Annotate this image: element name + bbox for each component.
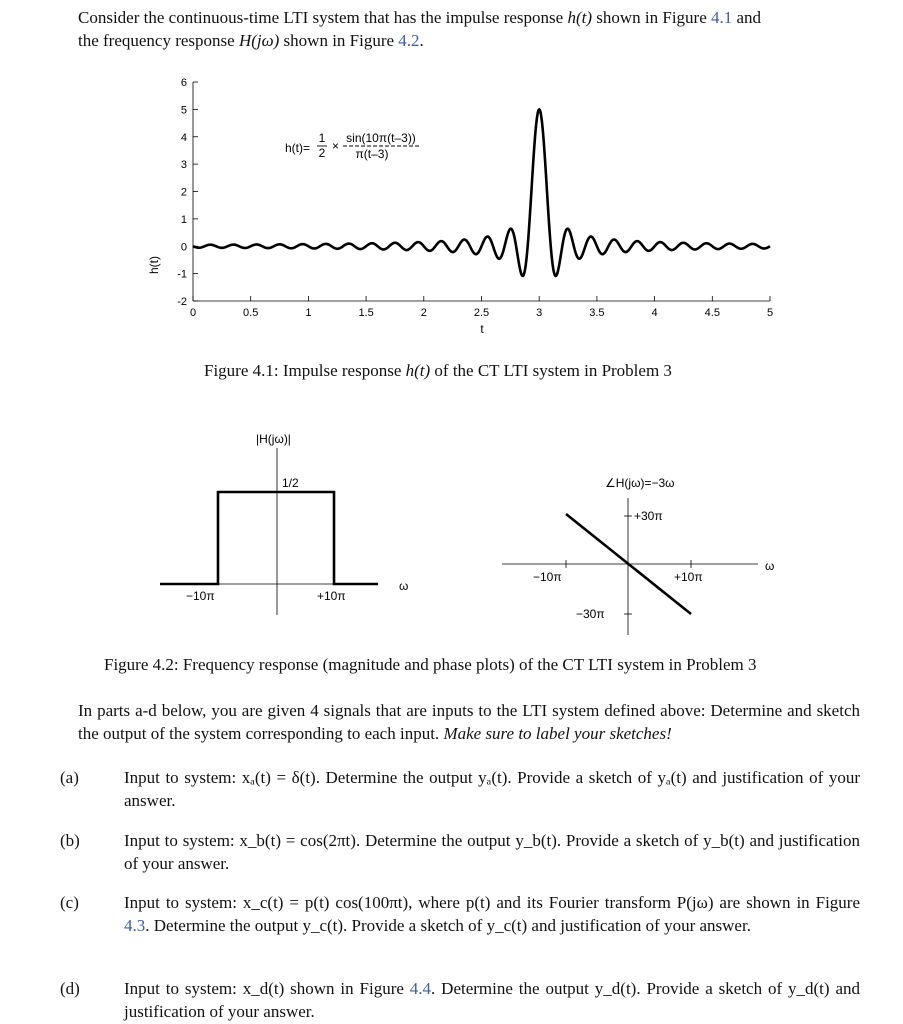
part-text: Input to system: x_d(t) shown in Figure (124, 979, 410, 998)
x-tick-label: 4.5 (704, 307, 720, 319)
formula-frac1-den: 2 (318, 146, 326, 160)
phase-xlabel-neg: −10π (533, 570, 562, 584)
part-a (60, 766, 860, 812)
x-tick-label: 2.5 (473, 307, 490, 319)
caption-text: Figure 4.1: Impulse response (204, 361, 406, 380)
part-text: Input to system: x_b(t) = cos(2πt). Determine the output y_b(t). Provide a sketch of y_b(t) and justification of your answer. (124, 831, 860, 873)
y-tick-label: 6 (180, 77, 187, 89)
magnitude-title: |H(jω)| (256, 432, 291, 446)
math-Hjw: H(jω) (238, 31, 280, 50)
formula-frac2-num: sin(10π(t–3)) (346, 131, 416, 145)
magnitude-level-label: 1/2 (282, 476, 299, 490)
caption-math: h(t) (405, 361, 431, 380)
intro-text: . (419, 31, 424, 50)
intro-line-2 (78, 29, 424, 52)
part-text: Input to system: x_c(t) = p(t) cos(100πt), where p(t) and its Fourier transform P(jω) are shown in Figure (124, 893, 860, 912)
y-tick-label: 0 (180, 241, 187, 254)
part-label: (b) (60, 831, 80, 850)
part-d (60, 977, 860, 1023)
x-axis-label: t (480, 322, 484, 336)
part-b (60, 829, 860, 875)
x-tick-label: 0 (189, 307, 197, 319)
intro-text: the frequency response (78, 31, 239, 50)
formula-times: × (332, 139, 340, 153)
magnitude-xlabel-pos: +10π (317, 589, 346, 603)
phase-xlabel-pos: +10π (674, 570, 703, 584)
part-label: (a) (60, 768, 79, 787)
phase-ylabel-bottom: −30π (576, 607, 605, 621)
figure-4-4-link[interactable]: 4.4 (409, 979, 432, 998)
part-c (60, 891, 860, 937)
y-tick-label: 2 (180, 186, 187, 199)
y-tick-label: 1 (180, 213, 187, 226)
impulse-response-curve (193, 109, 770, 276)
phase-ylabel-top: +30π (634, 509, 663, 523)
intro-text: shown in Figure (592, 8, 712, 27)
y-tick-label: 5 (180, 104, 187, 117)
chart-ticks (177, 77, 773, 319)
part-text: Input to system: xₐ(t) = δ(t). Determine the output yₐ(t). Provide a sketch of yₐ(t) and justification of your answer. (124, 768, 860, 810)
chart-axes (193, 82, 770, 301)
part-label: (c) (60, 893, 79, 912)
intro-text: and (732, 8, 762, 27)
part-label: (d) (60, 979, 80, 998)
y-tick-label: 4 (180, 131, 187, 144)
figure-4-2-caption: Figure 4.2: Frequency response (magnitude and phase plots) of the CT LTI system in Problem 3 (104, 655, 757, 674)
magnitude-omega-label: ω (399, 579, 409, 593)
x-tick-label: 3 (536, 307, 543, 319)
x-tick-label: 3.5 (589, 307, 605, 319)
x-tick-label: 4 (651, 307, 658, 319)
intro-text: Consider the continuous-time LTI system that has the impulse response (78, 8, 568, 27)
formula-frac1-num: 1 (318, 131, 326, 145)
x-tick-label: 2 (420, 307, 427, 319)
part-text: . Determine the output y_d(t). Provide a sketch of y_d(t) and justification of your answer. (124, 979, 860, 1021)
math-ht: h(t) (567, 8, 593, 27)
y-axis-label: h(t) (147, 256, 161, 274)
phase-omega-label: ω (765, 559, 775, 573)
impulse-response-chart (0, 60, 903, 400)
phase-title: ∠H(jω)=−3ω (605, 476, 675, 490)
formula-lhs: h(t)= (285, 141, 311, 155)
formula-annotation (285, 131, 419, 161)
figure-4-3-link[interactable]: 4.3 (124, 916, 146, 935)
instructions-paragraph (78, 699, 860, 745)
y-tick-label: -1 (177, 268, 187, 281)
figure-4-2-link[interactable]: 4.2 (398, 31, 420, 50)
intro-text: shown in Figure (279, 31, 399, 50)
x-tick-label: 5 (766, 307, 774, 319)
x-tick-label: 1 (305, 307, 312, 319)
figure-4-1-caption (204, 361, 672, 381)
x-tick-label: 0.5 (243, 307, 259, 319)
part-text: . Determine the output y_c(t). Provide a sketch of y_c(t) and justification of your answer. (145, 916, 751, 935)
intro-line-1 (78, 6, 761, 29)
formula-frac2-den: π(t–3) (355, 147, 389, 161)
x-tick-label: 1.5 (358, 307, 374, 319)
phase-plot (0, 400, 903, 640)
instructions-emphasis: Make sure to label your sketches! (443, 724, 672, 743)
y-tick-label: -2 (177, 296, 187, 308)
magnitude-xlabel-neg: −10π (186, 589, 215, 603)
figure-4-1-link[interactable]: 4.1 (711, 8, 733, 27)
y-tick-label: 3 (180, 159, 187, 172)
caption-text: of the CT LTI system in Problem 3 (430, 361, 672, 380)
instructions-text: In parts a-d below, you are given 4 signals that are inputs to the LTI system defined above: Determine and sketch the output of the system corresponding to each input. (78, 701, 860, 743)
